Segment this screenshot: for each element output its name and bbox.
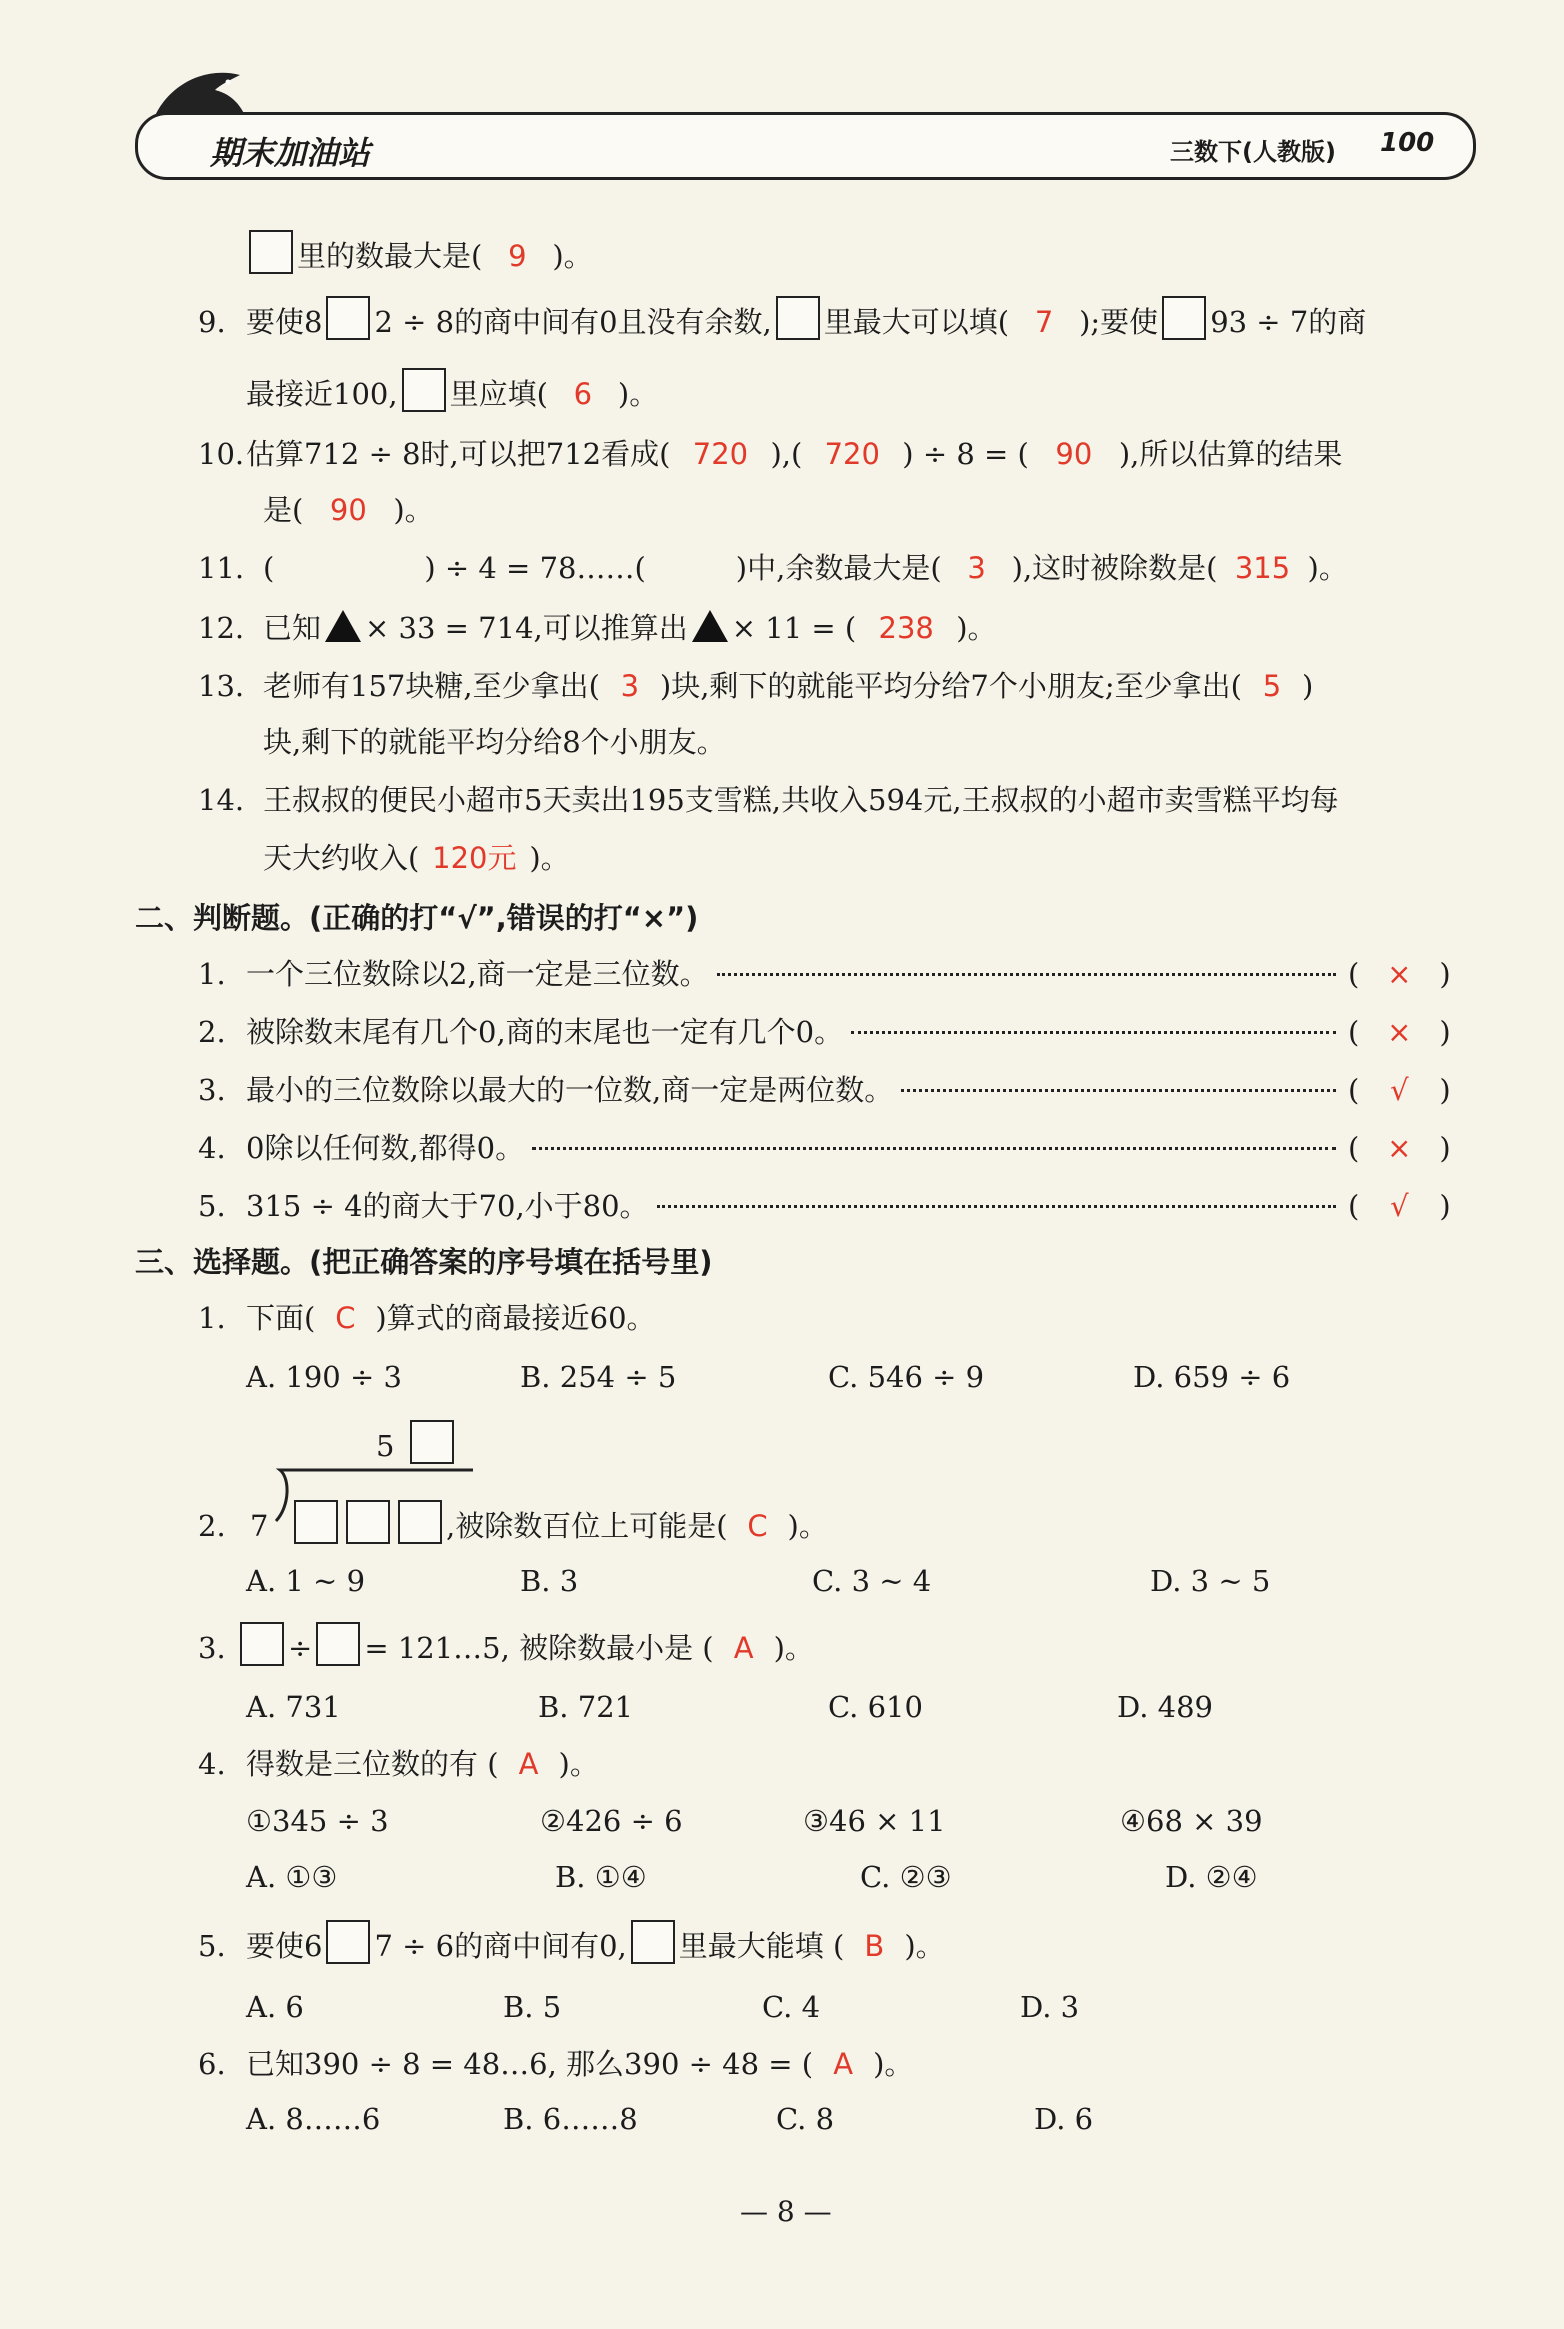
judge-answer-bracket[interactable]: ( × ): [1348, 952, 1451, 996]
q10-line1: 10.估算712 ÷ 8时,可以把712看成( 720 ),( 720 ) ÷ 8 = ( 90 ),所以估算的结果: [198, 432, 1342, 476]
dotted-leader: [657, 1205, 1336, 1208]
q13-line2: 块,剩下的就能平均分给8个小朋友。: [263, 725, 726, 759]
dotted-leader: [532, 1147, 1336, 1150]
judge-answer-bracket[interactable]: ( × ): [1348, 1010, 1451, 1054]
option[interactable]: C. 8: [776, 2102, 835, 2136]
answer: A: [518, 1747, 539, 1781]
judge-item-number: 2.: [198, 1015, 226, 1049]
choice-q1: 1. 下面( C )算式的商最接近60。: [198, 1296, 656, 1340]
header-logo: 100: [1380, 128, 1435, 158]
option[interactable]: C. 610: [828, 1690, 923, 1724]
header-grade-label: 三数下(人教版): [1170, 138, 1336, 166]
item-expression: ③46 × 11: [803, 1804, 946, 1838]
option[interactable]: B. 5: [503, 1990, 562, 2024]
option[interactable]: C. 4: [762, 1990, 821, 2024]
answer: √: [1390, 1073, 1409, 1107]
answer: √: [1390, 1189, 1409, 1223]
dotted-leader: [901, 1089, 1336, 1092]
option[interactable]: A. 8……6: [246, 2102, 381, 2136]
triangle-icon: [692, 610, 728, 642]
blank-box[interactable]: [326, 1920, 370, 1964]
choice-q5: 5. 要使6 7 ÷ 6的商中间有0, 里最大能填 ( B )。: [198, 1920, 945, 1968]
option[interactable]: D. 3 ~ 5: [1150, 1564, 1271, 1598]
option[interactable]: D. 659 ÷ 6: [1133, 1360, 1291, 1394]
section-choice-title: 三、选择题。(把正确答案的序号填在括号里): [135, 1245, 713, 1279]
dotted-leader: [717, 973, 1336, 976]
option[interactable]: A. ①③: [246, 1860, 338, 1894]
judge-item-text: 最小的三位数除以最大的一位数,商一定是两位数。: [246, 1073, 894, 1107]
choice-q6: 6. 已知390 ÷ 8 = 48…6, 那么390 ÷ 48 = ( A )。: [198, 2042, 913, 2086]
judge-item-number: 1.: [198, 957, 226, 991]
answer: 7: [1034, 305, 1054, 339]
answer: 5: [1262, 669, 1282, 703]
blank-box[interactable]: [398, 1500, 442, 1544]
answer: ×: [1387, 1131, 1412, 1165]
item-expression: ④68 × 39: [1120, 1804, 1263, 1838]
q14-line2: 天大约收入( 120元 )。: [263, 836, 570, 880]
q11-line: 11. ( ) ÷ 4 = 78……( )中,余数最大是( 3 ),这时被除数是( 315 )。: [198, 546, 1348, 590]
option[interactable]: B. 254 ÷ 5: [520, 1360, 677, 1394]
choice-q4: 4. 得数是三位数的有 ( A )。: [198, 1742, 599, 1786]
blank-box[interactable]: [346, 1500, 390, 1544]
option[interactable]: B. 6……8: [503, 2102, 638, 2136]
judge-item-number: 5.: [198, 1189, 226, 1223]
page-number: — 8 —: [740, 2195, 832, 2228]
judge-item: [198, 1068, 1468, 1112]
blank-box[interactable]: [776, 296, 820, 340]
option[interactable]: A. 190 ÷ 3: [246, 1360, 402, 1394]
option[interactable]: B. 3: [520, 1564, 579, 1598]
option[interactable]: B. ①④: [555, 1860, 647, 1894]
dotted-leader: [851, 1031, 1336, 1034]
answer: B: [864, 1929, 885, 1963]
answer: 6: [573, 377, 593, 411]
item-expression: ②426 ÷ 6: [540, 1804, 683, 1838]
judge-item-number: 4.: [198, 1131, 226, 1165]
blank-box[interactable]: [402, 368, 446, 412]
option[interactable]: A. 6: [246, 1990, 304, 2024]
answer: 3: [967, 551, 986, 585]
answer: 315: [1234, 551, 1291, 585]
answer: C: [335, 1301, 356, 1335]
judge-item-text: 315 ÷ 4的商大于70,小于80。: [246, 1189, 649, 1223]
judge-item: [198, 1010, 1468, 1054]
answer: 90: [329, 493, 367, 527]
option[interactable]: D. 6: [1034, 2102, 1094, 2136]
blank-box[interactable]: [294, 1500, 338, 1544]
answer: 3: [620, 669, 640, 703]
answer: 720: [692, 437, 749, 471]
judge-item-text: 一个三位数除以2,商一定是三位数。: [246, 957, 709, 991]
option[interactable]: A. 1 ~ 9: [246, 1564, 366, 1598]
q10-line2: 是( 90 )。: [263, 488, 434, 532]
answer: A: [833, 2047, 854, 2081]
answer: ×: [1387, 957, 1412, 991]
division-quotient: 5: [376, 1420, 458, 1468]
option[interactable]: D. 489: [1117, 1690, 1214, 1724]
blank-box[interactable]: [631, 1920, 675, 1964]
answer: 720: [824, 437, 880, 471]
answer: C: [747, 1509, 768, 1543]
judge-item: [198, 952, 1468, 996]
q12-line: 12. 已知 × 33 = 714,可以推算出 × 11 = ( 238 )。: [198, 606, 997, 650]
judge-answer-bracket[interactable]: ( × ): [1348, 1126, 1451, 1170]
answer: A: [733, 1631, 754, 1665]
answer: 238: [878, 611, 934, 645]
judge-answer-bracket[interactable]: ( √ ): [1348, 1068, 1451, 1112]
answer: 9: [508, 239, 527, 273]
answer: 120元: [432, 841, 517, 875]
q8-tail: 里的数最大是( 9 )。: [245, 230, 593, 278]
header-title: 期末加油站: [210, 134, 371, 172]
option[interactable]: A. 731: [246, 1690, 341, 1724]
triangle-icon: [325, 610, 361, 642]
judge-item: [198, 1126, 1468, 1170]
option[interactable]: C. 546 ÷ 9: [828, 1360, 985, 1394]
judge-answer-bracket[interactable]: ( √ ): [1348, 1184, 1451, 1228]
q14-line1: 14. 王叔叔的便民小超市5天卖出195支雪糕,共收入594元,王叔叔的小超市卖雪糕平均每: [198, 783, 1339, 817]
answer: 90: [1055, 437, 1093, 471]
judge-item-text: 0除以任何数,都得0。: [246, 1131, 525, 1165]
option[interactable]: B. 721: [538, 1690, 634, 1724]
blank-box[interactable]: [249, 230, 293, 274]
section-judge-title: 二、判断题。(正确的打“√”,错误的打“×”): [135, 901, 699, 935]
judge-item-number: 3.: [198, 1073, 226, 1107]
option[interactable]: C. ②③: [860, 1860, 952, 1894]
q13-line1: 13. 老师有157块糖,至少拿出( 3 )块,剩下的就能平均分给7个小朋友;至少拿出( 5 ): [198, 664, 1313, 708]
item-expression: ①345 ÷ 3: [246, 1804, 389, 1838]
blank-box[interactable]: [240, 1622, 284, 1666]
option[interactable]: D. 3: [1020, 1990, 1080, 2024]
option[interactable]: D. ②④: [1165, 1860, 1258, 1894]
blank-box[interactable]: [1162, 296, 1206, 340]
choice-q2: 2. 7 ,被除数百位上可能是( C )。: [198, 1500, 828, 1548]
answer: ×: [1387, 1015, 1412, 1049]
judge-item-text: 被除数末尾有几个0,商的末尾也一定有几个0。: [246, 1015, 844, 1049]
blank-box[interactable]: [316, 1622, 360, 1666]
choice-q3: 3. ÷ = 121…5, 被除数最小是 ( A )。: [198, 1622, 814, 1670]
blank-box[interactable]: [326, 296, 370, 340]
blank-box[interactable]: [410, 1420, 454, 1464]
option[interactable]: C. 3 ~ 4: [812, 1564, 932, 1598]
q9-line2: 最接近100, 里应填( 6 )。: [246, 368, 658, 416]
judge-item: [198, 1184, 1468, 1228]
q9-line1: 9. 要使8 2 ÷ 8的商中间有0且没有余数, 里最大可以填( 7 );要使 93 ÷ 7的商: [198, 296, 1366, 344]
